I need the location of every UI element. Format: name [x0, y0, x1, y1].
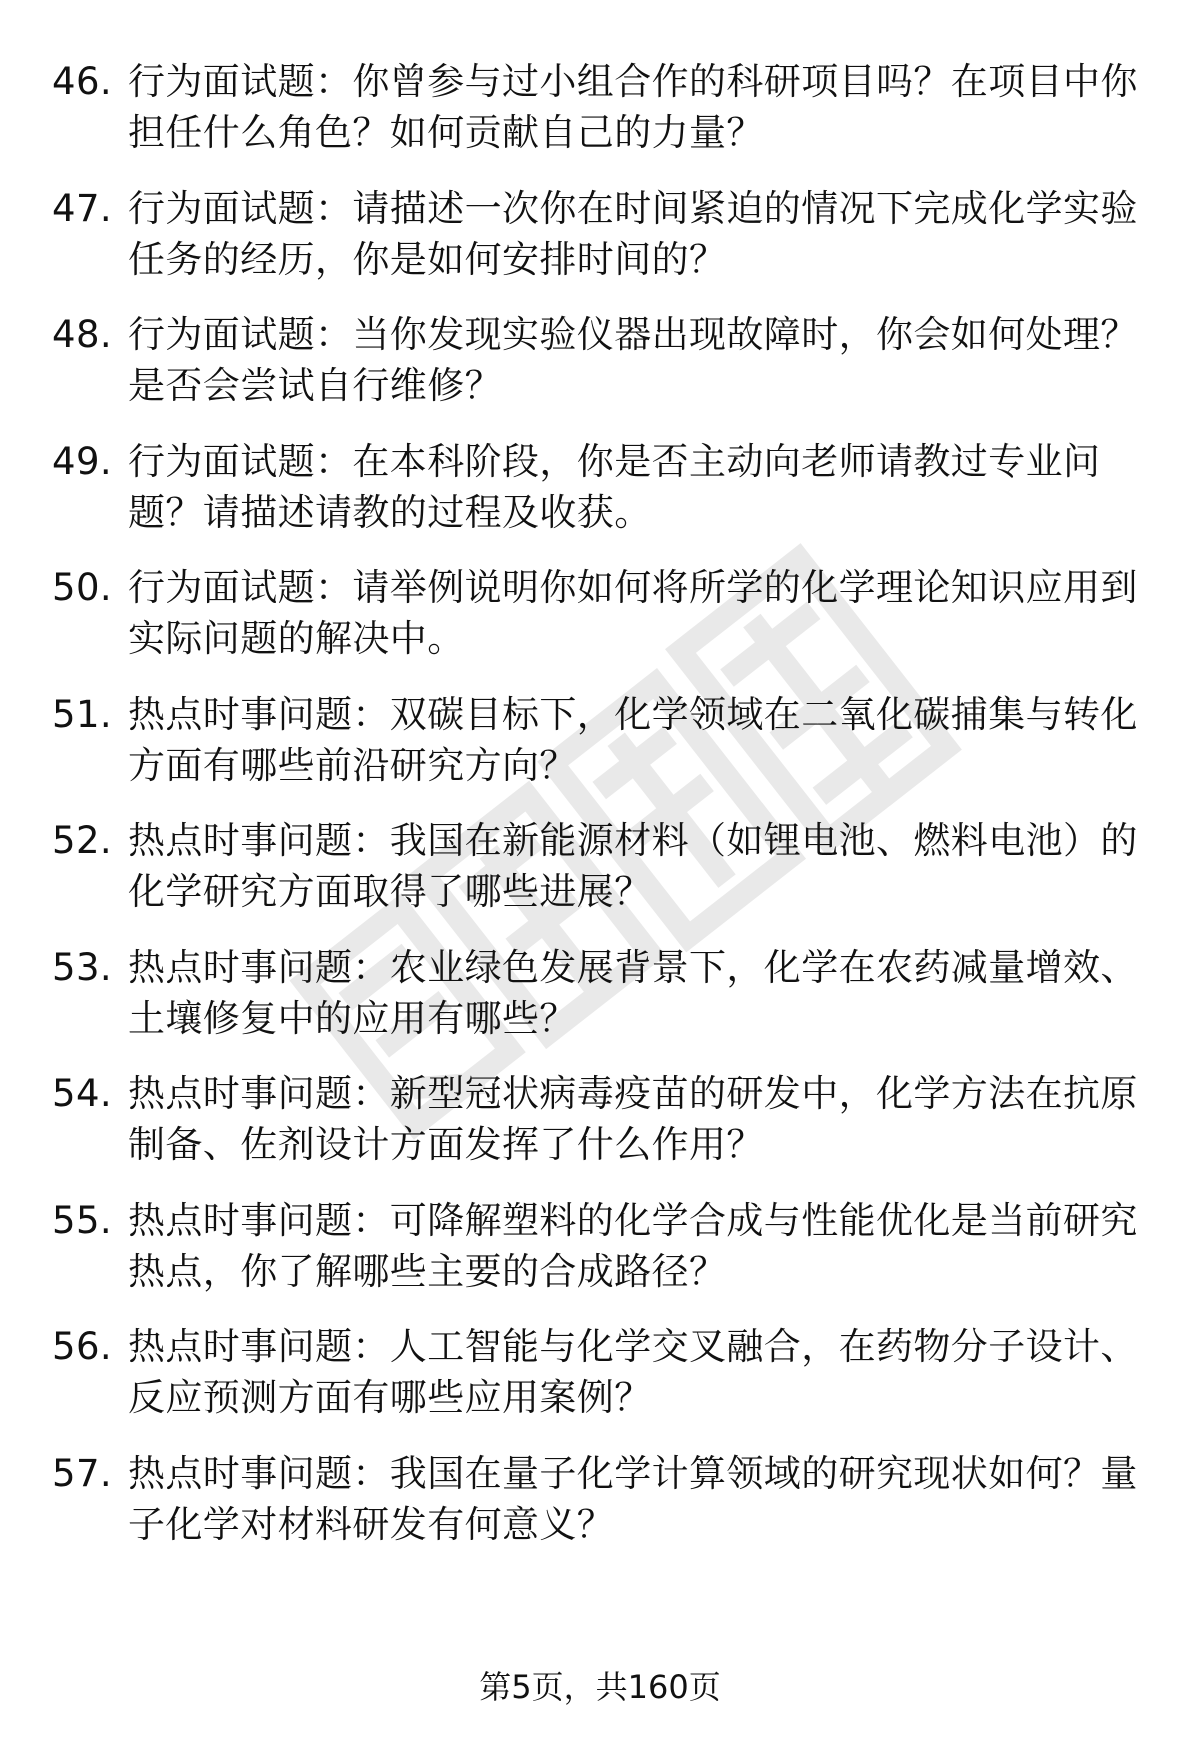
question-text: 热点时事问题：我国在新能源材料（如锂电池、燃料电池）的化学研究方面取得了哪些进展？: [128, 819, 1138, 913]
question-text: 行为面试题：请举例说明你如何将所学的化学理论知识应用到实际问题的解决中。: [128, 566, 1138, 660]
question-text: 行为面试题：在本科阶段，你是否主动向老师请教过专业问题？请描述请教的过程及收获。: [128, 439, 1101, 534]
list-item: [52, 436, 1152, 538]
question-number: 56.: [52, 1325, 113, 1368]
question-text: 热点时事问题：可降解塑料的化学合成与性能优化是当前研究热点，你了解哪些主要的合成路径？: [128, 1198, 1138, 1293]
question-number: 50.: [52, 566, 113, 609]
list-item: [52, 689, 1152, 791]
list-item: [52, 1068, 1152, 1170]
question-list: [52, 56, 1152, 1574]
question-number: 48.: [52, 313, 113, 356]
question-text: 行为面试题：你曾参与过小组合作的科研项目吗？在项目中你担任什么角色？如何贡献自己的力量？: [128, 60, 1138, 154]
list-item: [52, 1321, 1152, 1423]
question-text: 行为面试题：当你发现实验仪器出现故障时，你会如何处理？是否会尝试自行维修？: [128, 313, 1138, 407]
list-item: [52, 1448, 1152, 1550]
question-text: 热点时事问题：农业绿色发展背景下，化学在农药减量增效、土壤修复中的应用有哪些？: [128, 945, 1138, 1040]
question-number: 46.: [52, 60, 113, 103]
list-item: [52, 562, 1152, 664]
list-item: [52, 309, 1152, 411]
question-number: 57.: [52, 1451, 113, 1495]
page-number: 第5页，共160页: [479, 1668, 721, 1706]
question-number: 49.: [52, 439, 113, 483]
question-text: 热点时事问题：双碳目标下，化学领域在二氧化碳捕集与转化方面有哪些前沿研究方向？: [128, 692, 1138, 787]
list-item: [52, 815, 1152, 917]
list-item: [52, 56, 1152, 158]
question-number: 53.: [52, 945, 113, 989]
question-text: 热点时事问题：新型冠状病毒疫苗的研发中，化学方法在抗原制备、佐剂设计方面发挥了什么作用？: [128, 1072, 1138, 1166]
question-text: 热点时事问题：我国在量子化学计算领域的研究现状如何？量子化学对材料研发有何意义？: [128, 1451, 1138, 1546]
question-number: 51.: [52, 692, 113, 736]
question-number: 47.: [52, 186, 113, 230]
list-item: [52, 1195, 1152, 1297]
question-text: 热点时事问题：人工智能与化学交叉融合，在药物分子设计、反应预测方面有哪些应用案例？: [128, 1325, 1138, 1419]
page-footer: [0, 1665, 1200, 1709]
list-item: [52, 942, 1152, 1044]
question-text: 行为面试题：请描述一次你在时间紧迫的情况下完成化学实验任务的经历，你是如何安排时间的？: [128, 186, 1138, 281]
question-number: 55.: [52, 1198, 113, 1242]
list-item: [52, 183, 1152, 285]
question-number: 52.: [52, 819, 113, 862]
question-number: 54.: [52, 1072, 113, 1115]
